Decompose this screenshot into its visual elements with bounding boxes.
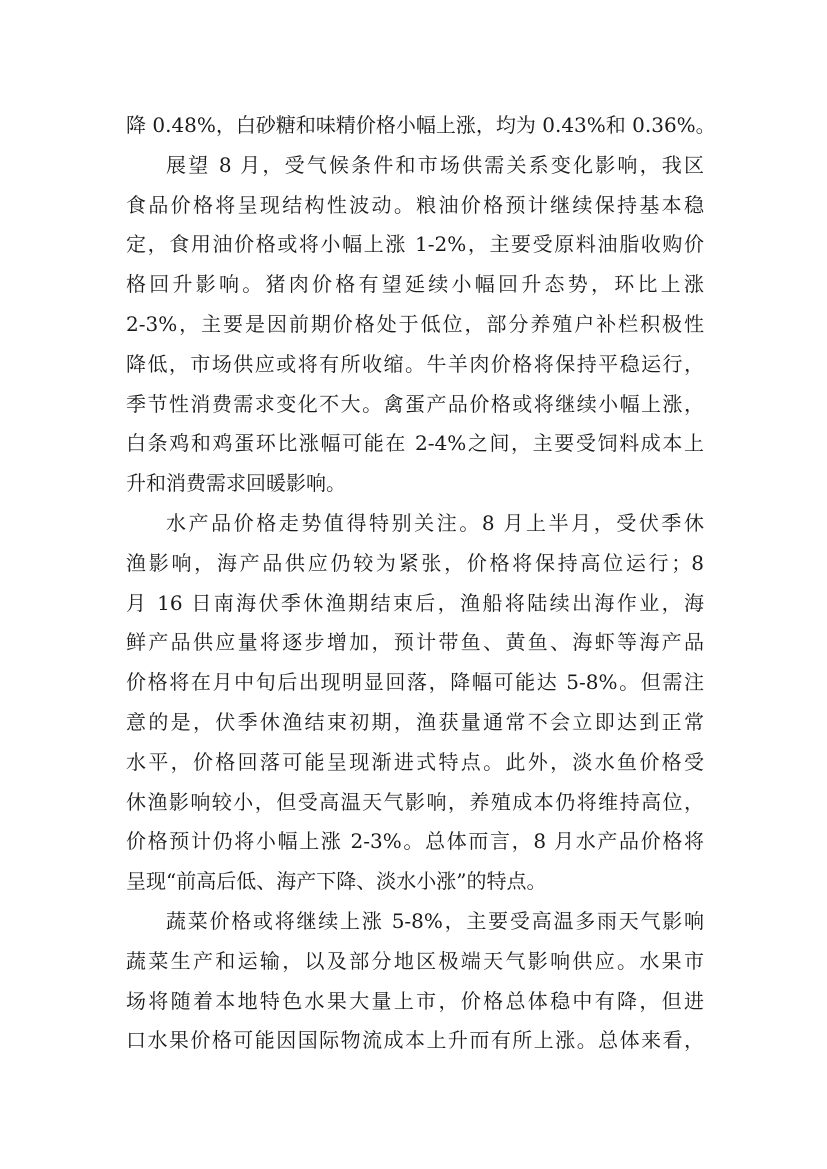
text-line: 场将随着本地特色水果大量上市，价格总体稳中有降，但进 [126,988,704,1013]
text-line: 蔬菜价格或将继续上涨 5-8%，主要受高温多雨天气影响 [166,908,704,933]
text-line: 降低，市场供应或将有所收缩。牛羊肉价格将保持平稳运行， [126,351,704,376]
text-line: 2-3%，主要是因前期价格处于低位，部分养殖户补栏积极性 [126,311,704,336]
text-line: 意的是，伏季休渔结束初期，渔获量通常不会立即达到正常 [126,709,704,734]
text-line: 价格将在月中旬后出现明显回落，降幅可能达 5-8%。但需注 [126,670,704,695]
text-line: 白条鸡和鸡蛋环比涨幅可能在 2-4%之间，主要受饲料成本上 [126,431,704,456]
text-line: 水平，价格回落可能呈现渐进式特点。此外，淡水鱼价格受 [126,749,704,774]
text-line: 呈现“前高后低、海产下降、淡水小涨”的特点。 [126,869,547,894]
text-line: 口水果价格可能因国际物流成本上升而有所上涨。总体来看， [126,1028,704,1053]
text-line: 升和消费需求回暖影响。 [126,471,346,496]
text-line: 蔬菜生产和运输，以及部分地区极端天气影响供应。水果市 [126,948,704,973]
text-line: 价格预计仍将小幅上涨 2-3%。总体而言，8 月水产品价格将 [126,829,704,854]
text-line: 降 0.48%，白砂糖和味精价格小幅上涨，均为 0.43%和 0.36%。 [126,113,716,137]
text-line: 休渔影响较小，但受高温天气影响，养殖成本仍将维持高位， [126,789,704,814]
text-line: 渔影响，海产品供应仍较为紧张，价格将保持高位运行；8 [126,550,704,575]
text-line: 定，食用油价格或将小幅上涨 1-2%，主要受原料油脂收购价 [126,232,704,257]
text-line: 格回升影响。猪肉价格有望延续小幅回升态势，环比上涨 [126,272,704,297]
text-line: 水产品价格走势值得特别关注。8 月上半月，受伏季休 [166,510,704,535]
text-line: 季节性消费需求变化不大。禽蛋产品价格或将继续小幅上涨， [126,391,704,416]
text-line: 鲜产品供应量将逐步增加，预计带鱼、黄鱼、海虾等海产品 [126,630,704,655]
text-line: 展望 8 月，受气候条件和市场供需关系变化影响，我区 [166,152,704,177]
text-line: 食品价格将呈现结构性波动。粮油价格预计继续保持基本稳 [126,192,704,217]
text-line: 月 16 日南海伏季休渔期结束后，渔船将陆续出海作业，海 [126,590,704,615]
body-text [126,106,716,1061]
